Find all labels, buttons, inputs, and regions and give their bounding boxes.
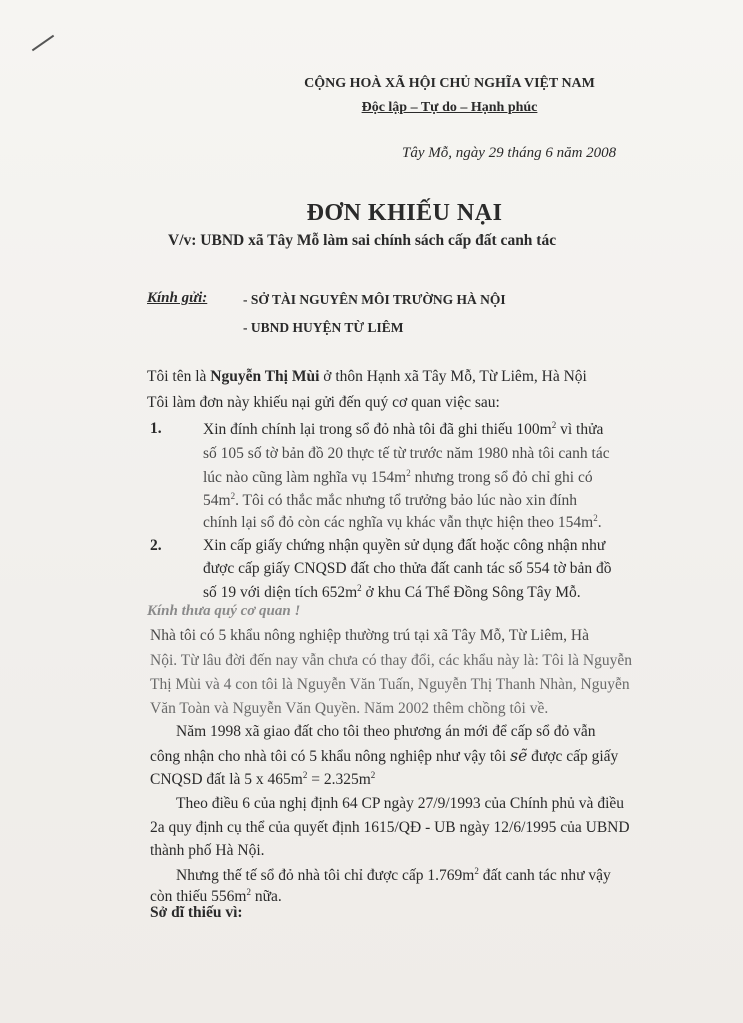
item-1-l5a: chính lại sổ đỏ còn các nghĩa vụ khác vẫn thực hiện theo 154m — [203, 514, 594, 532]
intro-prefix: Tôi tên là — [147, 368, 211, 385]
para-2-1b: được cấp giấy — [527, 748, 619, 765]
para-4-1b: nữa. — [250, 888, 282, 906]
item-1-l3b: nhưng trong sổ đỏ chỉ ghi có — [410, 469, 593, 487]
item-1-l5b: . — [597, 514, 602, 532]
para-1-line: Nhà tôi có 5 khẩu nông nghiệp thường trú tại xã Tây Mỗ, Từ Liêm, Hà — [150, 627, 589, 644]
item-1-line — [203, 468, 593, 487]
para-3-line: thành phố Hà Nội. — [150, 842, 265, 859]
para-4-sup: 2 — [246, 887, 251, 897]
item-1-line — [203, 420, 603, 439]
para-3-line: 2a quy định cụ thể của quyết định 1615/QĐ - UB ngày 12/6/1995 của UBND — [150, 819, 630, 836]
para-2-sup: 2 — [302, 770, 308, 780]
national-title: CỘNG HOÀ XÃ HỘI CHỦ NGHĨA VIỆT NAM — [304, 76, 595, 91]
intro-suffix: ở thôn Hạnh xã Tây Mỗ, Từ Liêm, Hà Nội — [319, 368, 587, 385]
recipient-1: - SỞ TÀI NGUYÊN MÔI TRƯỜNG HÀ NỘI — [243, 292, 506, 307]
item-1-sup: 2 — [406, 468, 411, 478]
pen-mark — [32, 35, 54, 52]
recipient-2: - UBND HUYỆN TỪ LIÊM — [243, 320, 404, 335]
para-1-line: Văn Toàn và Nguyễn Văn Quyền. Năm 2002 thêm chồng tôi về. — [150, 700, 549, 717]
salutation: Kính thưa quý cơ quan ! — [147, 603, 301, 619]
para-2-line — [150, 770, 375, 789]
para-2-line: Năm 1998 xã giao đất cho tôi theo phương án mới để cấp sổ đỏ vẫn — [176, 723, 596, 740]
item-1-sup: 2 — [230, 491, 236, 501]
para-2-1a: công nhận cho nhà tôi có 5 khẩu nông nghiệp như vậy tôi — [150, 748, 511, 765]
item-2-number: 2. — [150, 537, 162, 554]
item-1-line — [203, 513, 602, 532]
para-2-2a: CNQSD đất là 5 x 465m — [150, 771, 303, 789]
para-4-0a: Nhưng thế tế sổ đỏ nhà tôi chỉ được cấp 1.769m — [176, 867, 475, 885]
para-2-sup: 2 — [370, 770, 376, 780]
intro-line-2: Tôi làm đơn này khiếu nại gửi đến quý cơ quan việc sau: — [147, 394, 500, 411]
item-1-number: 1. — [150, 420, 162, 437]
para-1-line: Nội. Từ lâu đời đến nay vẫn chưa có thay đổi, các khẩu này là: Tôi là Nguyễn — [150, 652, 632, 669]
item-1-l1a: Xin đính chính lại trong sổ đỏ nhà tôi đã ghi thiếu 100m — [203, 421, 552, 439]
item-1-line — [203, 491, 577, 510]
handwritten-word: sẽ — [510, 747, 528, 765]
para-2-line — [150, 747, 618, 766]
item-1-sup: 2 — [551, 420, 557, 430]
document-title: ĐƠN KHIẾU NẠI — [306, 200, 503, 226]
para-4-0b: đất canh tác như vậy — [478, 867, 611, 885]
item-2-l3a: số 19 với diện tích 652m — [203, 584, 358, 602]
item-2-line: được cấp giấy CNQSD đất cho thửa đất canh tác số 554 tờ bản đồ — [203, 560, 612, 577]
item-2-l3b: ở khu Cá Thể Đồng Sông Tây Mỗ. — [361, 584, 581, 602]
intro-line-1 — [147, 368, 587, 386]
para-3-line: Theo điều 6 của nghị định 64 CP ngày 27/9/1993 của Chính phủ và điều — [176, 795, 625, 812]
item-2-line — [203, 583, 581, 602]
item-1-line: số 105 số tờ bản đồ 20 thực tế từ trước năm 1980 nhà tôi canh tác — [203, 445, 610, 462]
para-4-line — [176, 866, 611, 885]
item-2-line: Xin cấp giấy chứng nhận quyền sử dụng đất hoặc công nhận như — [203, 537, 606, 554]
item-1-l4b: . Tôi có thắc mắc nhưng tổ trưởng bảo lúc nào xin đính — [235, 492, 578, 510]
item-1-l4a: 54m — [203, 492, 231, 510]
reason-heading: Sở dĩ thiếu vì: — [150, 904, 243, 921]
item-1-l1b: vì thửa — [556, 421, 604, 439]
para-1-line: Thị Mùi và 4 con tôi là Nguyễn Văn Tuấn, Nguyễn Thị Thanh Nhàn, Nguyễn — [150, 676, 630, 693]
para-4-sup: 2 — [474, 866, 479, 876]
item-2-sup: 2 — [357, 583, 362, 593]
complainant-name: Nguyễn Thị Mùi — [210, 368, 320, 385]
addressed-to-label: Kính gửi: — [147, 290, 208, 306]
para-2-2b: = 2.325m — [307, 771, 371, 789]
item-1-sup: 2 — [593, 513, 598, 523]
para-4-1a: còn thiếu 556m — [150, 888, 247, 906]
national-motto: Độc lập – Tự do – Hạnh phúc — [361, 100, 538, 115]
document-subject: V/v: UBND xã Tây Mỗ làm sai chính sách cấp đất canh tác — [168, 232, 557, 249]
place-date: Tây Mỗ, ngày 29 tháng 6 năm 2008 — [402, 145, 617, 161]
item-1-l3a: lúc nào cũng làm nghĩa vụ 154m — [203, 469, 407, 487]
